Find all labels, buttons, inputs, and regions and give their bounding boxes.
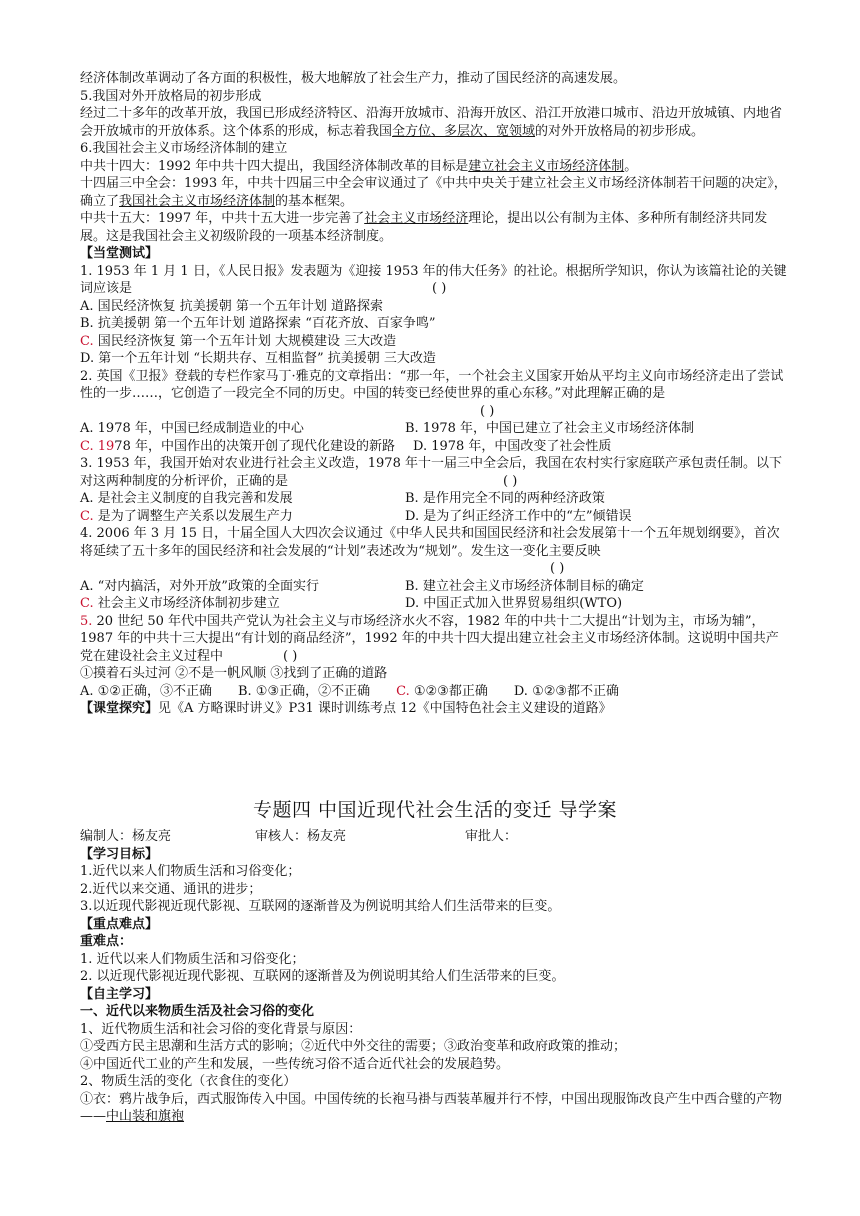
q3-c-text: 是为了调整生产关系以发展生产力 [93, 508, 293, 524]
goals-heading: 【学习目标】 [80, 846, 159, 862]
q4-stem [80, 525, 790, 578]
q1-option-b: B. 抗美援朝 第一个五年计划 道路探索 “百花齐放、百家争鸣” [80, 316, 436, 331]
reasons-line-1: ①受西方民主思潮和生活方式的影响；②近代中外交往的需要；③政治变革和政府政策的推动； [80, 1039, 627, 1054]
key-item: 2. 以近现代影视近现代影视、互联网的逐渐普及为例说明其给人们生活带来的巨变。 [80, 969, 565, 984]
s6-l3-underlined: 社会主义市场经济 [364, 211, 469, 226]
clothing-text: ①衣：鸦片战争后，西式服饰传入中国。中国传统的长袍马褂与西装革履并行不悖，中国出现服饰改良产生中西合璧的产物—— [80, 1091, 783, 1124]
q5-options [80, 683, 790, 701]
goal-item: 1.近代以来人们物质生活和习俗变化； [80, 864, 301, 879]
editor-label: 编制人：杨友亮 [80, 828, 172, 844]
q4-c-letter: C. [80, 596, 94, 611]
subsection-1: 1、近代物质生活和社会习俗的变化背景与原因： [80, 1021, 362, 1037]
approver-label: 审批人： [465, 828, 518, 844]
section-6-title: 6.我国社会主义市场经济体制的建立 [80, 141, 288, 156]
authors-line [80, 828, 790, 846]
goal-item: 3.以近现代影视近现代影视、互联网的逐渐普及为例说明其给人们生活带来的巨变。 [80, 899, 561, 914]
q5-option-a: A. ①②正确，③不正确 [80, 683, 212, 699]
q4-options-ab [80, 578, 790, 596]
q1-stem-text: 1. 1953 年 1 月 1 日，《人民日报》发表题为《迎接 1953 年的伟大任务》的社论。根据所学知识，你认为该篇社论的关键词应该是 [80, 263, 787, 296]
subsection-2: 2、物质生活的变化（衣食住的变化） [80, 1074, 297, 1089]
q5-option-d: D. ①②③都不正确 [513, 683, 620, 699]
q3-options-ab [80, 490, 790, 508]
s6-l2-underlined: 我国社会主义市场经济体制 [119, 193, 276, 209]
q3-answer-paren: ( ) [503, 473, 518, 489]
reasons-line-2: ④中国近代工业的产生和发展，一些传统习俗不适合近代社会的发展趋势。 [80, 1056, 510, 1072]
q1-option-d: D. 第一个五年计划 “长期共存、互相监督” 抗美援朝 三大改造 [80, 351, 436, 366]
q4-option-b: B. 建立社会主义市场经济体制目标的确定 [405, 578, 644, 594]
q2-answer-paren: ( ) [480, 403, 495, 419]
q2-option-d: D. 1978 年，中国改变了社会性质 [412, 438, 612, 454]
clothing-underlined: 中山装和旗袍 [106, 1109, 185, 1124]
s6-l3-text: 中共十五大：1997 年，中共十五大进一步完善了 [80, 211, 365, 226]
s6-l2-end: 的基本框架。 [275, 193, 354, 209]
q5-number: 5. [80, 613, 93, 629]
q2-option-b: B. 1978 年，中国已建立了社会主义市场经济体制 [405, 421, 695, 436]
q3-option-a: A. 是社会主义制度的自我完善和发展 [80, 491, 293, 506]
q3-option-b: B. 是作用完全不同的两种经济政策 [405, 491, 605, 506]
q4-option-d: D. 中国正式加入世界贸易组织(WTO) [405, 596, 623, 611]
q2-option-a: A. 1978 年，中国已经成制造业的中心 [80, 421, 304, 436]
s6-line-1 [80, 158, 790, 176]
goal-item: 2.近代以来交通、通讯的进步； [80, 881, 262, 897]
topic4-title: 专题四 中国近现代社会生活的变迁 导学案 [252, 798, 618, 821]
s5-text-end: 的对外开放格局的初步形成。 [535, 123, 705, 139]
q3-c-letter: C. [80, 508, 94, 524]
q5-stem-text: 20 世纪 50 年代中国共产党认为社会主义与市场经济水火不容，1982 年的中共十二大提出“计划为主，市场为辅”，1987 年的中共十三大提出“有计划的商品经济”，1992 年的中共十四大提出建立社会主义市场经济体制。这说明中国共产党在建设社会主义过程中 [80, 613, 779, 664]
s6-line-2 [80, 175, 790, 210]
s6-line-3 [80, 210, 790, 245]
q3-stem-text: 3. 1953 年，我国开始对农业进行社会主义改造，1978 年十一届三中全会后，我国在农村实行家庭联产承包责任制。以下对这两种制度的分析评价，正确的是 [80, 456, 782, 489]
q4-c-text: 社会主义市场经济体制初步建立 [93, 596, 280, 611]
q1-option-a: A. 国民经济恢复 抗美援朝 第一个五年计划 道路探索 [80, 298, 384, 314]
clothing-paragraph [80, 1091, 790, 1126]
q1-answer-paren: ( ) [432, 281, 447, 296]
document-page [80, 70, 790, 1126]
self-study-heading: 【自主学习】 [80, 986, 159, 1002]
q3-stem [80, 455, 790, 490]
explore-text: 见《A 方略课时讲义》P31 课时训练考点 12《中国特色社会主义建设的道路》 [158, 701, 612, 716]
q5-items: ①摸着石头过河 ②不是一帆风顺 ③找到了正确的道路 [80, 666, 388, 681]
key-item: 1. 近代以来人们物质生活和习俗变化； [80, 951, 305, 967]
q1-c-letter: C. [80, 333, 94, 349]
test-heading: 【当堂测试】 [80, 246, 159, 261]
key-heading: 【重点难点】 [80, 916, 159, 932]
section-5-title: 5.我国对外开放格局的初步形成 [80, 88, 262, 104]
q5-c-letter: C. [396, 683, 410, 699]
q2-options-cd [80, 438, 790, 456]
q1-stem [80, 263, 790, 298]
s6-l1-text: 中共十四大：1992 年中共十四大提出，我国经济体制改革的目标是 [80, 158, 469, 174]
q1-option-c [80, 333, 790, 351]
q1-c-text: 国民经济恢复 第一个五年计划 大规模建设 三大改造 [93, 333, 397, 349]
s6-l2-text: 十四届三中全会：1993 年，中共十四届三中全会审议通过了《中共中央关于建立社会主义市场经济体制若干问题的决定》，确立了 [80, 176, 787, 209]
s6-l1-end: 。 [624, 158, 638, 174]
q2-stem-text: 2. 英国《卫报》登载的专栏作家马丁·雅克的文章指出：“那一年，一个社会主义国家开始从平均主义向市场经济走出了尝试性的一步……，它创造了一段完全不同的历史。中国的转变已经使世界的重心东移。”对此理解正确的是 [80, 368, 784, 401]
key-subheading: 重难点： [80, 934, 133, 949]
explore-heading: 【课堂探究】 [80, 701, 159, 716]
q2-options-ab [80, 420, 790, 438]
section-5-paragraph [80, 105, 790, 140]
q2-stem [80, 368, 790, 421]
q4-option-a: A. “对内搞活，对外开放”政策的全面实行 [80, 578, 319, 594]
s6-l3-end: 理论，提出以公有制为主体、多种所有制经济共同发展。这是我国社会主义初级阶段的一项基本经济制度。 [80, 211, 768, 244]
q3-option-d: D. 是为了纠正经济工作中的“左”倾错误 [405, 508, 632, 524]
q4-options-cd [80, 595, 790, 613]
q4-stem-text: 4. 2006 年 3 月 15 日，十届全国人大四次会议通过《中华人民共和国国民经济和社会发展第十一个五年规划纲要》，首次将延续了五十多年的国民经济和社会发展的“计划”表述改为“规划”。发生这一变化主要反映 [80, 526, 780, 559]
q4-answer-paren: ( ) [550, 561, 565, 576]
explore-line [80, 700, 790, 718]
s6-l1-underlined: 建立社会主义市场经济体制 [468, 158, 625, 174]
q5-answer-paren: ( ) [283, 648, 298, 664]
s5-underlined: 全方位、多层次、宽领域 [392, 123, 536, 139]
q5-c-text: ①②③都正确 [409, 683, 488, 699]
q5-option-b: B. ①③正确，②不正确 [237, 683, 371, 699]
intro-line: 经济体制改革调动了各方面的积极性，极大地解放了社会生产力，推动了国民经济的高速发展。 [80, 71, 627, 86]
q2-c-letter: C. 19 [80, 438, 115, 454]
section-1-title: 一、近代以来物质生活及社会习俗的变化 [80, 1004, 315, 1019]
q5-stem [80, 613, 790, 666]
q2-c-text: 78 年，中国作出的决策开创了现代化建设的新路 [114, 438, 395, 454]
reviewer-label: 审核人：杨友亮 [255, 828, 347, 844]
q3-options-cd [80, 508, 790, 526]
s5-text: 经过二十多年的改革开放，我国已形成经济特区、沿海开放城市、沿海开放区、沿江开放港口城市、沿边开放城镇、内地省会开放城市的开放体系。这个体系的形成，标志着我国 [80, 106, 783, 139]
